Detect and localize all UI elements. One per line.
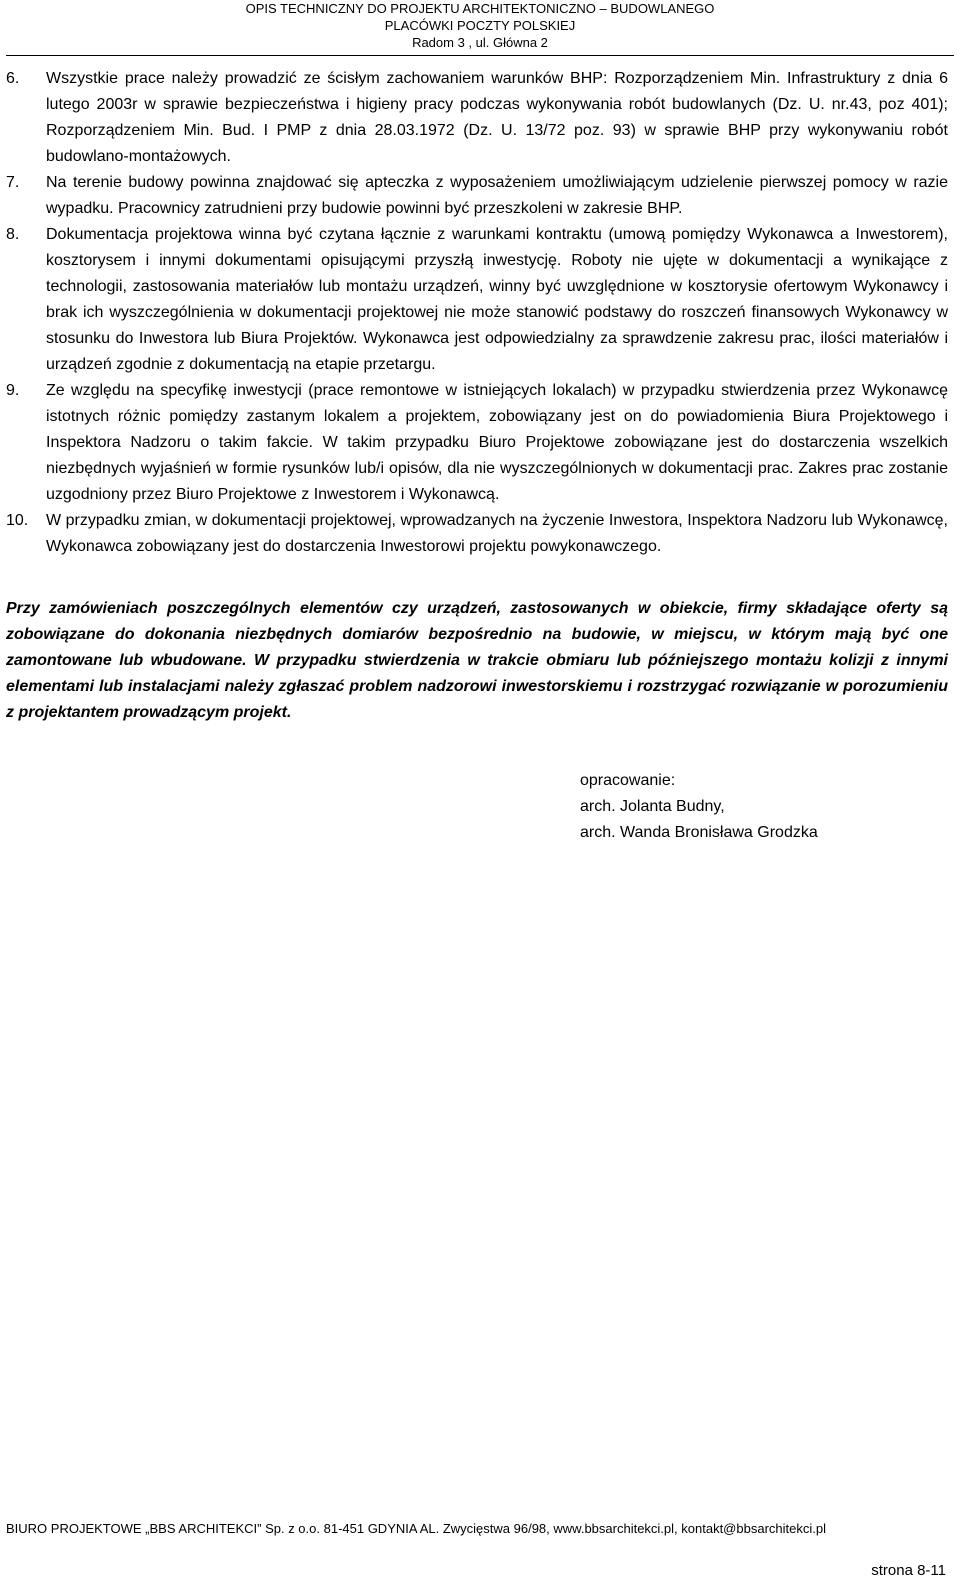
list-item-number: 10.	[6, 512, 29, 529]
list-item	[6, 222, 948, 378]
list-item-text: Na terenie budowy powinna znajdować się apteczka z wyposażeniem umożliwiającym udzielenie pierwszej pomocy w razie wypadku. Pracownicy zatrudnieni przy budowie powinni być przeszkoleni w zakresie BHP.	[46, 174, 948, 217]
page-footer: BIURO PROJEKTOWE „BBS ARCHITEKCI” Sp. z o.o. 81-451 GDYNIA AL. Zwycięstwa 96/98, www.bbsarchitekci.pl, kontakt@bbsarchitekci.pl	[6, 1521, 826, 1536]
signature-author: arch. Jolanta Budny,	[580, 798, 725, 815]
list-item-text: Ze względu na specyfikę inwestycji (prace remontowe w istniejących lokalach) w przypadku stwierdzenia przez Wykonawcę istotnych różnic pomiędzy zastanym lokalem a projektem, zobowiązany jest on do powiadomienia Biura Projektowego i Inspektora Nadzoru o takim fakcie. W takim przypadku Biuro Projektowe zobowiązane jest do dostarczenia wszelkich niezbędnych wyjaśnień w formie rysunków lub/i opisów, dla nie wyszczególnionych w dokumentacji prac. Zakres prac zostanie uzgodniony przez Biuro Projektowe z Inwestorem i Wykonawcą.	[46, 382, 948, 503]
numbered-list	[6, 66, 948, 560]
bold-note-paragraph: Przy zamówieniach poszczególnych elementów czy urządzeń, zastosowanych w obiekcie, firmy składające oferty są zobowiązane do dokonania niezbędnych domiarów bezpośrednio na budowie, w miejscu, w którym mają być one zamontowane lub wbudowane. W przypadku stwierdzenia w trakcie obmiaru lub późniejszego montażu kolizji z innymi elementami lub instalacjami należy zgłaszać problem nadzorowi inwestorskiemu i rozstrzygać rozwiązanie w porozumieniu z projektantem prowadzącym projekt.	[6, 600, 948, 721]
header-title: OPIS TECHNICZNY DO PROJEKTU ARCHITEKTONICZNO – BUDOWLANEGO	[245, 1, 715, 16]
list-item-number: 8.	[6, 226, 20, 243]
document-header	[0, 0, 960, 51]
signature-label: opracowanie:	[580, 772, 676, 789]
list-item-text: Wszystkie prace należy prowadzić ze ścisłym zachowaniem warunków BHP: Rozporządzeniem Min. Infrastruktury z dnia 6 lutego 2003r w sprawie bezpieczeństwa i higieny pracy podczas wykonywania robót budowlanych (Dz. U. nr.43, poz 401); Rozporządzeniem Min. Bud. I PMP z dnia 28.03.1972 (Dz. U. 13/72 poz. 93) w sprawie BHP przy wykonywaniu robót budowlano-montażowych.	[46, 70, 948, 165]
signature-author: arch. Wanda Bronisława Grodzka	[580, 824, 818, 841]
list-item-text: Dokumentacja projektowa winna być czytana łącznie z warunkami kontraktu (umową pomiędzy Wykonawca a Inwestorem), kosztorysem i innymi dokumentami opisującymi przyszłą inwestycję. Roboty nie ujęte w dokumentacji a wynikające z technologii, zastosowania materiałów lub montażu urządzeń, winny być uwzględnione w kosztorysie ofertowym Wykonawcy i brak ich wyszczególnienia w dokumentacji projektowej nie może stanowić podstawy do roszczeń finansowych Wykonawcy w stosunku do Inwestora lub Biura Projektów. Wykonawca jest odpowiedzialny za sprawdzenie zakresu prac, ilości materiałów i urządzeń zgodnie z dokumentacją na etapie przetargu.	[46, 226, 948, 373]
header-divider	[6, 55, 954, 56]
list-item	[6, 378, 948, 508]
page-number: strona 8-11	[871, 1562, 946, 1579]
list-item	[6, 66, 948, 170]
header-subtitle: PLACÓWKI POCZTY POLSKIEJ	[384, 18, 576, 33]
list-item-number: 6.	[6, 70, 20, 87]
header-address: Radom 3 , ul. Główna 2	[412, 35, 548, 50]
signature-block	[580, 768, 818, 846]
list-item-text: W przypadku zmian, w dokumentacji projektowej, wprowadzanych na życzenie Inwestora, Inspektora Nadzoru lub Wykonawcę, Wykonawca zobowiązany jest do dostarczenia Inwestorowi projektu powykonawczego.	[46, 512, 948, 555]
list-item-number: 7.	[6, 174, 20, 191]
list-item-number: 9.	[6, 382, 20, 399]
list-item	[6, 170, 948, 222]
list-item	[6, 508, 948, 560]
